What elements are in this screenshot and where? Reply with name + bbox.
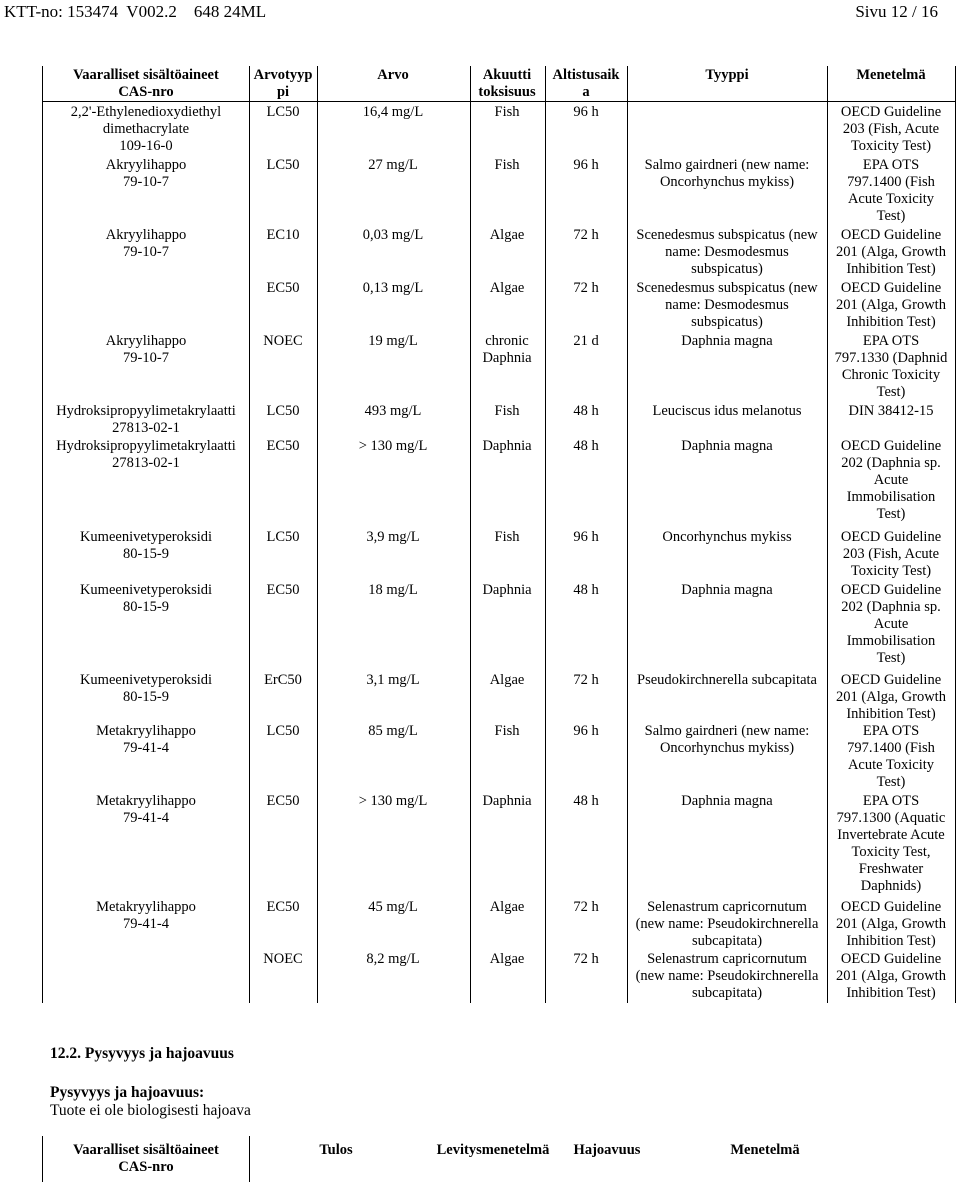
method-cell-line: Daphnids) — [860, 878, 922, 894]
method-cell-line: Inhibition Test) — [846, 985, 936, 1001]
species-cell-line: subcapitata) — [691, 933, 763, 949]
method-cell-line: 797.1400 (Fish — [847, 740, 935, 756]
substance-cell-line: 79-10-7 — [123, 174, 169, 190]
header-divider — [43, 101, 955, 102]
header-method — [655, 1142, 875, 1159]
value-type-cell: LC50 — [266, 723, 300, 739]
substance-cell-line: Akryylihappo — [105, 333, 187, 349]
value-type-cell: EC50 — [266, 582, 300, 598]
value-cell: 27 mg/L — [368, 157, 418, 173]
method-cell — [741, 793, 960, 895]
method-cell-line: Test) — [876, 208, 906, 224]
value-cell: 493 mg/L — [364, 403, 422, 419]
method-cell-line: Test) — [876, 774, 906, 790]
value-cell: 3,9 mg/L — [366, 529, 420, 545]
method-cell-line: 797.1330 (Daphnid — [834, 350, 948, 366]
exposure-time-cell: 48 h — [573, 582, 599, 598]
exposure-time-cell: 72 h — [573, 899, 599, 915]
species-cell-line: Daphnia magna — [681, 793, 773, 809]
value-type-cell: LC50 — [266, 104, 300, 120]
substance-cell-line: 109-16-0 — [119, 138, 173, 154]
subsection-title: Pysyvyys ja hajoavuus: — [50, 1084, 205, 1101]
acute-toxicity-cell-line: Daphnia — [482, 793, 532, 809]
exposure-time-cell: 48 h — [573, 438, 599, 454]
species-cell-line: Scenedesmus subspicatus (new — [636, 227, 818, 243]
value-type-cell: LC50 — [266, 403, 300, 419]
method-cell — [741, 157, 960, 225]
acute-toxicity-cell-line: Fish — [494, 723, 520, 739]
acute-toxicity-cell-line: chronic — [485, 333, 529, 349]
method-cell-line: DIN 38412-15 — [848, 403, 934, 419]
method-cell-line: EPA OTS — [862, 157, 920, 173]
header-exposure-time-line: Altistusaik — [552, 67, 620, 83]
method-cell — [741, 280, 960, 331]
substance-cell-line: 79-41-4 — [123, 916, 169, 932]
substance-cell-line: 27813-02-1 — [112, 420, 180, 436]
header-method-line: Menetelmä — [730, 1142, 800, 1158]
header-result-line: Tulos — [319, 1142, 353, 1158]
method-cell-line: Immobilisation — [846, 633, 936, 649]
value-cell: 8,2 mg/L — [366, 951, 420, 967]
value-cell: 18 mg/L — [368, 582, 418, 598]
method-cell-line: Acute — [873, 616, 909, 632]
value-type-cell: NOEC — [263, 333, 303, 349]
species-cell-line: Pseudokirchnerella subcapitata — [637, 672, 817, 688]
species-cell-line: Leuciscus idus melanotus — [652, 403, 802, 419]
method-cell-line: OECD Guideline — [840, 104, 942, 120]
method-cell-line: Acute — [873, 472, 909, 488]
species-cell-line: (new name: Pseudokirchnerella — [635, 968, 819, 984]
method-cell-line: 203 (Fish, Acute — [842, 546, 940, 562]
value-type-cell: EC50 — [266, 899, 300, 915]
method-cell — [741, 438, 960, 523]
subsection-text: Tuote ei ole biologisesti hajoava — [50, 1102, 251, 1119]
acute-toxicity-cell-line: Algae — [489, 672, 525, 688]
method-cell-line: OECD Guideline — [840, 280, 942, 296]
value-cell: 19 mg/L — [368, 333, 418, 349]
substance-cell-line: Hydroksipropyylimetakrylaatti — [56, 438, 236, 454]
species-cell-line: name: Desmodesmus — [665, 244, 789, 260]
header-value-line: Arvo — [377, 67, 409, 83]
substance-cell-line: 80-15-9 — [123, 689, 169, 705]
substance-cell-line: 79-41-4 — [123, 810, 169, 826]
acute-toxicity-cell-line: Fish — [494, 157, 520, 173]
method-cell — [741, 104, 960, 155]
header-method — [741, 67, 960, 84]
method-cell-line: Acute Toxicity — [847, 757, 935, 773]
acute-toxicity-cell-line: Algae — [489, 227, 525, 243]
value-cell: 16,4 mg/L — [362, 104, 424, 120]
header-degradability-line: Hajoavuus — [573, 1142, 641, 1158]
method-cell-line: 201 (Alga, Growth — [836, 297, 946, 313]
method-cell-line: OECD Guideline — [840, 951, 942, 967]
method-cell-line: OECD Guideline — [840, 227, 942, 243]
substance-cell-line: Kumeenivetyperoksidi — [79, 672, 213, 688]
species-cell-line: Daphnia magna — [681, 438, 773, 454]
method-cell-line: 202 (Daphnia sp. — [841, 599, 941, 615]
species-cell-line: name: Desmodesmus — [665, 297, 789, 313]
substance-cell-line: Metakryylihappo — [96, 793, 196, 809]
value-type-cell: EC10 — [266, 227, 300, 243]
header-acute-toxicity-line: toksisuus — [478, 84, 536, 100]
page-header — [4, 2, 938, 22]
method-cell-line: 201 (Alga, Growth — [836, 916, 946, 932]
species-cell-line: Oncorhynchus mykiss) — [659, 740, 795, 756]
header-value-type-line: Arvotyyp — [253, 67, 313, 83]
species-cell-line: Oncorhynchus mykiss — [662, 529, 792, 545]
species-cell-line: Daphnia magna — [681, 333, 773, 349]
method-cell — [741, 899, 960, 950]
value-cell: > 130 mg/L — [358, 793, 428, 809]
acute-toxicity-cell-line: Fish — [494, 529, 520, 545]
method-cell-line: OECD Guideline — [840, 529, 942, 545]
degradability-table — [42, 1136, 955, 1182]
ecotoxicity-table — [42, 66, 956, 1003]
method-cell-line: Acute Toxicity — [847, 191, 935, 207]
species-cell-line: Salmo gairdneri (new name: — [644, 723, 810, 739]
header-method-line: Menetelmä — [856, 67, 926, 83]
value-cell: > 130 mg/L — [358, 438, 428, 454]
substance-cell-line: dimethacrylate — [102, 121, 190, 137]
header-substance-line: CAS-nro — [118, 84, 174, 100]
value-type-cell: ErC50 — [264, 672, 302, 688]
acute-toxicity-cell-line: Daphnia — [482, 350, 532, 366]
species-cell-line: Salmo gairdneri (new name: — [644, 157, 810, 173]
acute-toxicity-cell-line: Daphnia — [482, 438, 532, 454]
exposure-time-cell: 72 h — [573, 227, 599, 243]
species-cell-line: (new name: Pseudokirchnerella — [635, 916, 819, 932]
method-cell-line: 203 (Fish, Acute — [842, 121, 940, 137]
exposure-time-cell: 96 h — [573, 529, 599, 545]
method-cell-line: 201 (Alga, Growth — [836, 689, 946, 705]
value-type-cell: EC50 — [266, 438, 300, 454]
value-cell: 45 mg/L — [368, 899, 418, 915]
substance-cell-line: 2,2'-Ethylenedioxydiethyl — [70, 104, 222, 120]
method-cell-line: Test) — [876, 506, 906, 522]
substance-cell-line: 80-15-9 — [123, 599, 169, 615]
header-substance-line: Vaaralliset sisältöaineet — [73, 67, 219, 83]
page-number: Sivu 12 / 16 — [855, 2, 938, 21]
substance-cell-line: Hydroksipropyylimetakrylaatti — [56, 403, 236, 419]
method-cell-line: Inhibition Test) — [846, 933, 936, 949]
acute-toxicity-cell-line: Daphnia — [482, 582, 532, 598]
method-cell-line: EPA OTS — [862, 793, 920, 809]
header-exposure-time-line: a — [582, 84, 590, 100]
header-acute-toxicity-line: Akuutti — [482, 67, 532, 83]
method-cell — [741, 333, 960, 401]
substance-cell-line: 79-41-4 — [123, 740, 169, 756]
acute-toxicity-cell-line: Algae — [489, 951, 525, 967]
method-cell-line: EPA OTS — [862, 333, 920, 349]
species-cell-line: Oncorhynchus mykiss) — [659, 174, 795, 190]
header-substance-line: Vaaralliset sisältöaineet — [73, 1142, 219, 1158]
method-cell-line: 201 (Alga, Growth — [836, 968, 946, 984]
species-cell-line: Selenastrum capricornutum — [647, 951, 807, 967]
method-cell-line: 201 (Alga, Growth — [836, 244, 946, 260]
exposure-time-cell: 72 h — [573, 280, 599, 296]
substance-cell-line: Akryylihappo — [105, 157, 187, 173]
method-cell — [741, 227, 960, 278]
species-cell-line: Selenastrum capricornutum — [647, 899, 807, 915]
species-cell-line: subspicatus) — [691, 261, 763, 277]
exposure-time-cell: 48 h — [573, 403, 599, 419]
method-cell — [741, 582, 960, 667]
method-cell-line: OECD Guideline — [840, 899, 942, 915]
substance-cell-line: 80-15-9 — [123, 546, 169, 562]
method-cell — [741, 403, 960, 420]
substance-cell-line: Kumeenivetyperoksidi — [79, 582, 213, 598]
species-cell-line: subspicatus) — [691, 314, 763, 330]
method-cell-line: Immobilisation — [846, 489, 936, 505]
method-cell-line: Toxicity Test, — [851, 844, 931, 860]
method-cell-line: Chronic Toxicity — [841, 367, 941, 383]
method-cell-line: 797.1300 (Aquatic — [836, 810, 946, 826]
method-cell-line: OECD Guideline — [840, 582, 942, 598]
method-cell-line: Test) — [876, 650, 906, 666]
acute-toxicity-cell-line: Fish — [494, 403, 520, 419]
value-cell: 0,13 mg/L — [362, 280, 424, 296]
method-cell — [741, 723, 960, 791]
species-cell-line: Scenedesmus subspicatus (new — [636, 280, 818, 296]
substance-cell-line: 79-10-7 — [123, 350, 169, 366]
method-cell-line: Toxicity Test) — [850, 563, 932, 579]
exposure-time-cell: 21 d — [573, 333, 599, 349]
value-cell: 0,03 mg/L — [362, 227, 424, 243]
header-substance — [36, 1142, 256, 1176]
value-type-cell: LC50 — [266, 157, 300, 173]
acute-toxicity-cell-line: Algae — [489, 280, 525, 296]
method-cell-line: Freshwater — [858, 861, 924, 877]
method-cell-line: Inhibition Test) — [846, 706, 936, 722]
header-distribution-method-line: Levitysmenetelmä — [436, 1142, 550, 1158]
method-cell — [741, 529, 960, 580]
substance-cell-line: Kumeenivetyperoksidi — [79, 529, 213, 545]
method-cell — [741, 672, 960, 723]
method-cell-line: Toxicity Test) — [850, 138, 932, 154]
method-cell-line: 202 (Daphnia sp. — [841, 455, 941, 471]
substance-cell-line: Akryylihappo — [105, 227, 187, 243]
exposure-time-cell: 72 h — [573, 672, 599, 688]
exposure-time-cell: 96 h — [573, 157, 599, 173]
exposure-time-cell: 48 h — [573, 793, 599, 809]
species-cell-line: subcapitata) — [691, 985, 763, 1001]
value-type-cell: EC50 — [266, 280, 300, 296]
method-cell-line: EPA OTS — [862, 723, 920, 739]
value-type-cell: EC50 — [266, 793, 300, 809]
acute-toxicity-cell-line: Algae — [489, 899, 525, 915]
header-type-line: Tyyppi — [705, 67, 749, 83]
header-substance-line: CAS-nro — [118, 1159, 174, 1175]
substance-cell-line: 79-10-7 — [123, 244, 169, 260]
method-cell-line: Invertebrate Acute — [837, 827, 945, 843]
exposure-time-cell: 96 h — [573, 104, 599, 120]
header-value-type-line: pi — [276, 84, 290, 100]
exposure-time-cell: 72 h — [573, 951, 599, 967]
method-cell — [741, 951, 960, 1002]
value-type-cell: NOEC — [263, 951, 303, 967]
method-cell-line: Inhibition Test) — [846, 261, 936, 277]
substance-cell-line: 27813-02-1 — [112, 455, 180, 471]
substance-cell-line: Metakryylihappo — [96, 899, 196, 915]
section-title: 12.2. Pysyvyys ja hajoavuus — [50, 1045, 234, 1062]
method-cell-line: Test) — [876, 384, 906, 400]
method-cell-line: Inhibition Test) — [846, 314, 936, 330]
method-cell-line: OECD Guideline — [840, 438, 942, 454]
method-cell-line: OECD Guideline — [840, 672, 942, 688]
acute-toxicity-cell-line: Fish — [494, 104, 520, 120]
value-type-cell: LC50 — [266, 529, 300, 545]
document-id: KTT-no: 153474 V002.2 648 24ML — [4, 2, 267, 21]
value-cell: 3,1 mg/L — [366, 672, 420, 688]
exposure-time-cell: 96 h — [573, 723, 599, 739]
substance-cell-line: Metakryylihappo — [96, 723, 196, 739]
species-cell-line: Daphnia magna — [681, 582, 773, 598]
value-cell: 85 mg/L — [368, 723, 418, 739]
method-cell-line: 797.1400 (Fish — [847, 174, 935, 190]
